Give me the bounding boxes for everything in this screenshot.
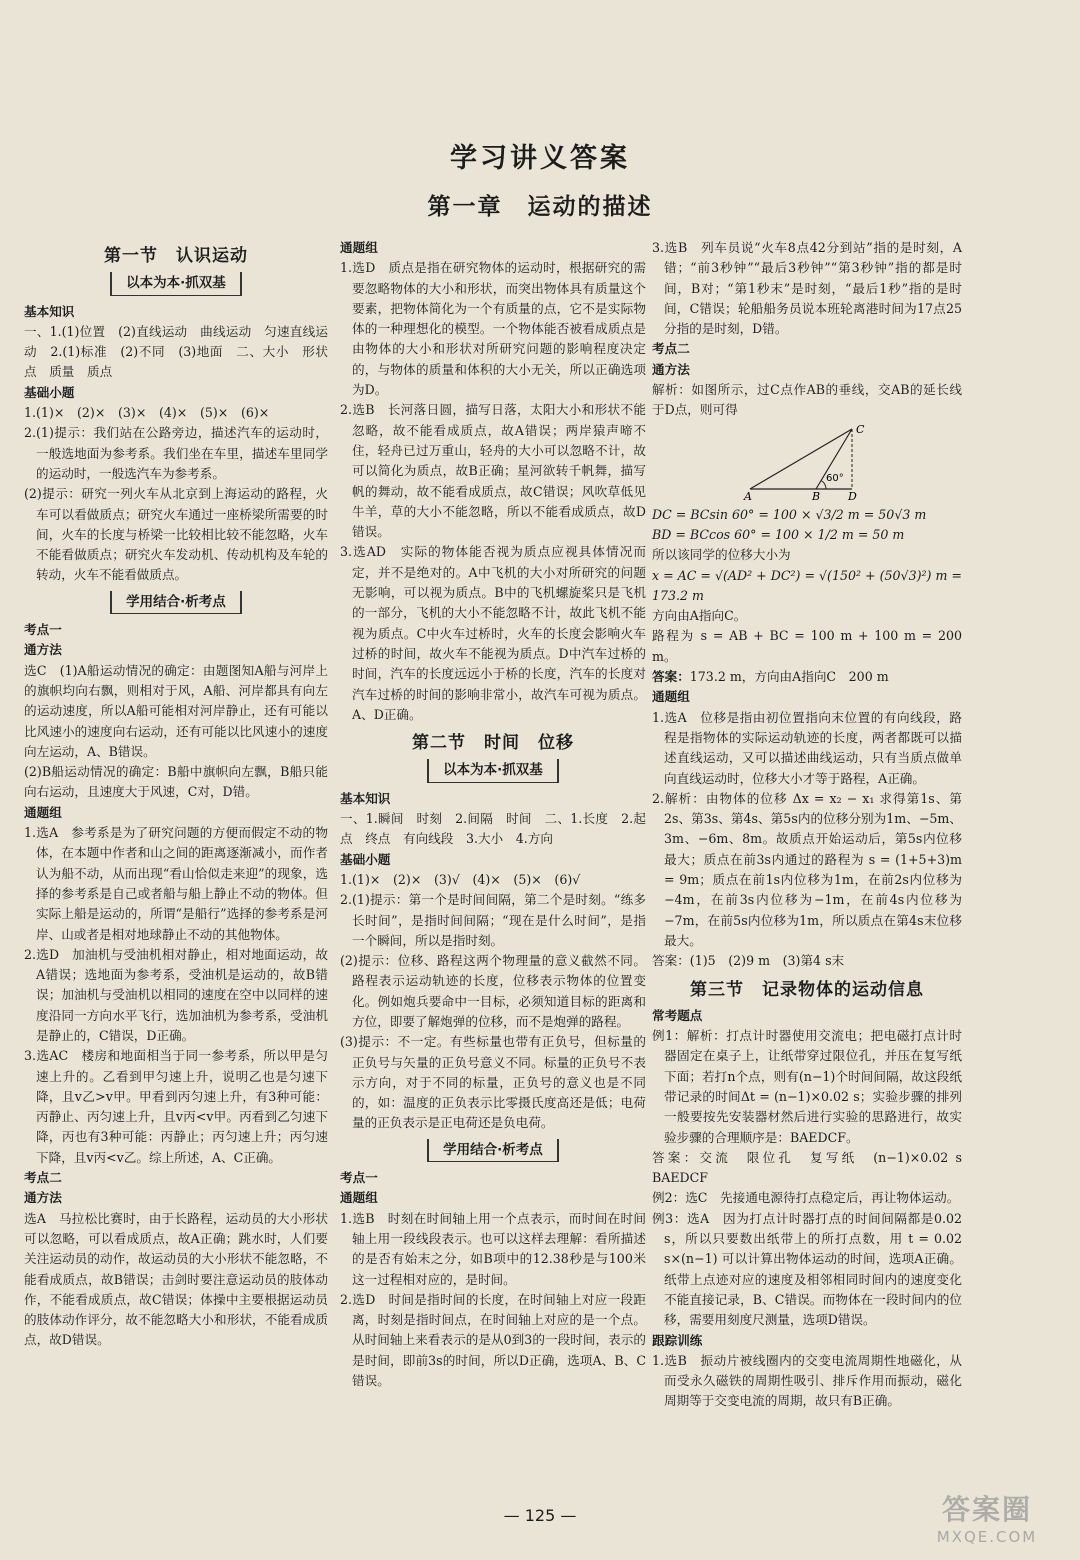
column-3 [652,238,975,1483]
paragraph: 所以该同学的位移大小为 [652,547,791,563]
paragraph: 2.选B 长河落日圆，描写日落，太阳大小和形状不能忽略，故不能看成质点，故A错误；两岸猿声啼不住，轻舟已过万重山，轻舟的大小可以忽略不计，故可以简化为质点，故B正确；星河欲转千帆舞，描写帆的舞动，故不能看成质点，故C错误；风吹草低见牛羊，草的大小不能忽略，所以不能看成质点，故D错误。 [340,402,646,540]
paragraph: 2.解析：由物体的位移 Δx = x₂ − x₁ 求得第1s、第2s、第3s、第4s、第5s内的位移分别为1m、−5m、3m、−6m、8m。故质点开始运动后，第5s内位移最大；质点在前3s内通过的路程为 s = (1+5+3)m = 9m；质点在前1s内位移为1m，在前2s内位移为−4m，在前3s内位移为−1m，在前4s内位移为−7m，在前5s内位移为1m，所以质点在第4s末位移最大。 [652,790,962,948]
answer [652,667,962,687]
watermark-text: 答案圈 [941,1493,1032,1526]
subheading: 通方法 [652,361,690,377]
answer-label: 答案： [652,669,690,685]
subheading: 通方法 [24,642,62,658]
paragraph: 1.选D 质点是指在研究物体的运动时，根据研究的需要忽略物体的大小和形状，而突出物体具有质量这个要素，把物体简化为一个有质量的点，它不是实际物体的一种理想化的模型。一个物体能否被看成质点是由物体的大小和形状对所研究问题的影响程度决定的，与物体的质量和体积的大小无关，所以正确选项为D。 [340,260,646,398]
subheading: 通方法 [24,1190,62,1206]
answer-text: 173.2 m，方向由A指向C 200 m [689,669,889,685]
paragraph: 路程为 s = AB + BC = 100 m + 100 m = 200 m。 [652,628,962,664]
subheading: 基础小题 [24,384,75,400]
section-title: 第一节 认识运动 [104,246,248,266]
paragraph: 解析：如图所示，过C点作AB的垂线，交AB的延长线于D点，则可得 [652,382,962,418]
subheading: 跟踪训练 [652,1332,703,1348]
paragraph: 2.选D 加油机与受油机相对静止，相对地面运动，故A错误；选地面为参考系，受油机是运动的，故B错误；加油机与受油机以相同的速度在空中以同样的速度沿同一方向水平飞行，选加油机为参考系，受油机是静止的，C错误，D正确。 [24,946,328,1043]
subheading: 考点一 [24,622,62,638]
section-banner [340,1139,646,1162]
section-banner [24,591,328,614]
formula: DC = BCsin 60° = 100 × √3/2 m = 50√3 m [652,506,927,522]
point-label-a: A [744,489,752,503]
triangle-diagram [744,423,874,501]
paragraph: 2.(1)提示：我们站在公路旁边，描述汽车的运动时，一般选地面为参考系。我们坐在车里，描述车里同学的运动时，一般选汽车为参考系。 [24,425,328,481]
paragraph: 2.(1)提示：第一个是时间间隔，第二个是时刻。“练多长时间”，是指时间间隔；“现在是什么时间”，是指一个瞬间，所以是指时刻。 [340,892,646,948]
paragraph: 1.选B 时刻在时间轴上用一个点表示，而时间在时间轴上用一段线段表示。也可以这样去理解：看所描述的是否有始末之分，如B项中的12.38秒是与100米这一过程相对应的，是时间。 [340,1210,646,1287]
paragraph: 选A 马拉松比赛时，由于长路程，运动员的大小形状可以忽略，可以看成质点，故A正确；跳水时，人们要关注运动员的动作，故运动员的大小形状不能忽略，不能看成质点，故B错误；击剑时要注意运动员的肢体动作，不能看成质点，故C错误；体操中主要根据运动员的肢体动作评分，故不能忽略大小和形状，不能看成质点，故D错误。 [24,1210,328,1348]
paragraph: 3.选AD 实际的物体能否视为质点应视具体情况而定，并不是绝对的。A中飞机的大小对所研究的问题无影响，可以视为质点。B中的飞机螺旋桨只是飞机的一部分，飞机的大小不能忽略不计，故此飞机不能视为质点。C中火车过桥时，火车的长度会影响火车过桥的时间，故火车不能视为质点。D中汽车过桥的时间，汽车的长度远远小于桥的长度，汽车的长度对汽车过桥的时间的影响非常小，故汽车可视为质点。A、D正确。 [340,544,646,722]
banner-label: 学用结合·析考点 [110,591,242,614]
point-label-b: B [812,489,821,503]
answer: 答案：交流 限位孔 复写纸 (n−1)×0.02 s BAEDCF [652,1149,975,1186]
subheading: 基本知识 [24,303,75,319]
paragraph: 1.选A 位移是指由初位置指向末位置的有向线段，路程是指物体的实际运动轨迹的长度，两者都既可以描述直线运动，又可以描述曲线运动，只有当质点做单向直线运动时，位移大小才等于路程，A正确。 [652,709,962,786]
banner-label: 以本为本·抓双基 [427,759,559,782]
paragraph: 1.(1)× (2)× (3)√ (4)× (5)× (6)√ [340,871,581,887]
column-1 [24,238,341,1483]
angle-label: 60° [826,472,844,484]
point-label-d: D [848,489,857,503]
subheading: 通题组 [24,804,62,820]
subheading: 考点二 [652,341,690,357]
page-title: 学习讲义答案 [450,143,630,174]
answer: 答案：(1)5 (2)9 m (3)第4 s末 [652,953,845,969]
subheading: 考点一 [340,1170,378,1186]
paragraph: 1.(1)× (2)× (3)× (4)× (5)× (6)× [24,405,270,421]
column-2 [340,238,646,1483]
chapter-title: 第一章 运动的描述 [427,194,653,220]
watermark-logo [912,1488,1062,1546]
point-label-c: C [856,422,865,436]
paragraph: 方向由A指向C。 [652,608,747,624]
paragraph: 例2：选C 先接通电源待打点稳定后，再让物体运动。 [652,1190,960,1206]
subheading: 通题组 [652,689,690,705]
formula: BD = BCcos 60° = 100 × 1/2 m = 50 m [652,526,905,542]
paragraph: (2)B船运动情况的确定：B船中旗帜向左飘，B船只能向右运动，且速度大于风速，C对，D错。 [24,764,328,800]
paragraph: 选C (1)A船运动情况的确定：由题图知A船与河岸上的旗帜均向右飘，则相对于风，A船、河岸都具有向左的运动速度，所以A船可能相对河岸静止，还有可能以比风速小的速度向右运动，还有可能以比风速小的速度向左运动，A、B错误。 [24,662,328,759]
paragraph: (3)提示：不一定。有些标量也带有正负号，但标量的正负号与矢量的正负号意义不同。标量的正负号不表示方向，对于不同的标量，正负号的意义也是不同的，如：温度的正负表示比零摄氏度高还是低；电荷量的正负表示是正电荷还是负电荷。 [340,1034,646,1131]
paragraph: 1.选A 参考系是为了研究问题的方便而假定不动的物体，在本题中作者和山之间的距离逐渐减小，而作者认为船不动，从而出现“看山恰似走来迎”的现象，选择的参考系是自己或者船与船上静止不动的物体。但实际上船是运动的，所谓“是船行”选择的参考系是河岸、山或者是相对地球静止不动的其他物体。 [24,825,328,942]
paragraph: (2)提示：位移、路程这两个物理量的意义截然不同。路程表示运动轨迹的长度，位移表示物体的位置变化。例如炮兵要命中一目标，必须知道目标的距离和方位，即要了解炮弹的位移，而不是炮弹的路程。 [340,953,646,1029]
formula: x = AC = √(AD² + DC²) = √(150² + (50√3)²) m = 173.2 m [652,567,962,603]
subheading: 常考题点 [652,1007,703,1023]
subheading: 基本知识 [340,790,391,806]
banner-label: 以本为本·抓双基 [110,272,242,295]
paragraph: 1.选B 振动片被线圈内的交变电流周期性地磁化，从而受永久磁铁的周期性吸引、排斥作用而振动，磁化周期等于交变电流的周期，故只有B正确。 [652,1352,962,1409]
subheading: 考点二 [24,1170,62,1186]
paragraph: 例3：选A 因为打点计时器打点的时间间隔都是0.02 s，所以只要数出纸带上的所打点数，用 t = 0.02 s×(n−1) 可以计算出物体运动的时间，选项A正确。纸带上点迹对应的速度及相邻相同时间内的速度变化不能直接记录，B、C错误。而物体在一段时间内的位移，需要用刻度尺测量，选项D错误。 [652,1210,962,1328]
section-banner [340,759,646,782]
banner-label: 学用结合·析考点 [427,1139,559,1162]
paragraph: (2)提示：研究一列火车从北京到上海运动的路程，火车可以看做质点；研究火车通过一座桥梁所需要的时间，火车的长度与桥梁一比较相比较不能忽略，火车不能看做质点；研究火车发动机、传动机构及车轮的转动，火车不能看做质点。 [24,486,328,583]
subheading: 基础小题 [340,851,391,867]
page-number: — 125 — [503,1506,577,1525]
paragraph: 3.选AC 楼房和地面相当于同一参考系，所以甲是匀速上升的。乙看到甲匀速上升，说明乙也是匀速下降，且v乙>v甲。甲看到丙匀速上升，有3种可能：丙静止、丙匀速上升，且v丙<v甲。丙看到乙匀速下降，丙也有3种可能：丙静止；丙匀速上升；丙匀速下降，且v丙<v乙。综上所述，A、C正确。 [24,1048,328,1165]
paragraph: 一、1.瞬间 时刻 2.间隔 时间 二、1.长度 2.起点 终点 有向线段 3.大小 4.方向 [340,811,646,847]
subheading: 通题组 [340,1190,378,1206]
paragraph: 例1：解析：打点计时器使用交流电；把电磁打点计时器固定在桌子上，让纸带穿过限位孔，并压在复写纸下面；若打n个点，则有(n−1)个时间间隔，故这段纸带记录的时间Δt = (n−1)×0.02 s；实验步骤的排列一般要按先安装器材然后进行实验的思路进行，故实验步骤的合理顺序是：BAEDCF。 [652,1028,962,1145]
paragraph: 2.选D 时间是指时间的长度，在时间轴上对应一段距离，时刻是指时间点，在时间轴上对应的是一个点。从时间轴上来看表示的是从0到3的一段时间，表示的是时间，即前3s的时间，所以D正确，选项A、B、C错误。 [340,1291,646,1389]
watermark-url: MXQE.COM [936,1528,1038,1546]
section-banner [24,272,328,295]
section-title: 第二节 时间 位移 [412,733,574,754]
subheading: 通题组 [340,240,378,255]
section-title: 第三节 记录物体的运动信息 [690,979,924,1000]
paragraph: 3.选B 列车员说“火车8点42分到站”指的是时刻，A错；“前3秒钟”“最后3秒钟”“第3秒钟”指的都是时间，B对；“第1秒末”是时刻，“最后1秒”指的是时间，C错误；轮船船务员说本班轮离港时间为17点25分指的是时刻，D错。 [652,240,962,337]
paragraph: 一、1.(1)位置 (2)直线运动 曲线运动 匀速直线运动 2.(1)标准 (2)不同 (3)地面 二、大小 形状 点 质量 质点 [24,323,341,380]
